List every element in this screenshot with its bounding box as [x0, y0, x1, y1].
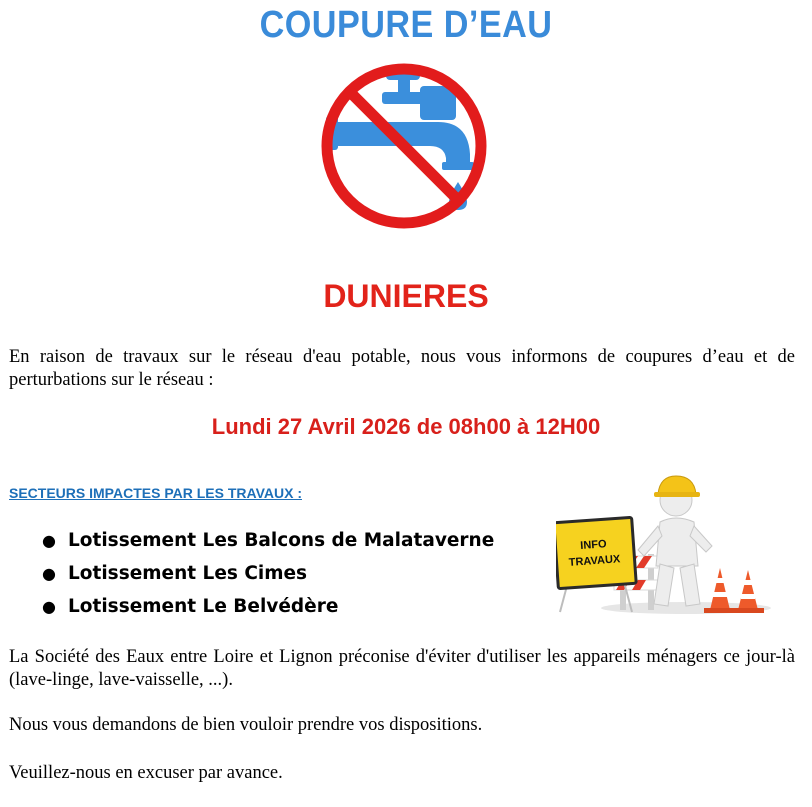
bullet-icon: ● [42, 531, 56, 550]
list-item [42, 590, 494, 623]
advice-paragraph: La Société des Eaux entre Loire et Lignon préconise d'éviter d'utiliser les appareils ménagers ce jour-là (lave-linge, lave-vaisselle, ...). [9, 647, 795, 690]
outage-date: Lundi 27 Avril 2026 de 08h00 à 12H00 [211, 414, 601, 439]
intro-paragraph: En raison de travaux sur le réseau d'eau potable, nous vous informons de coupures d’eau et de perturbations sur le réseau : [9, 347, 795, 390]
town-name: DUNIERES [323, 278, 489, 314]
sign-line-2: TRAVAUX [568, 553, 621, 569]
bullet-icon: ● [42, 597, 56, 616]
list-item [42, 524, 494, 557]
sectors-heading: SECTEURS IMPACTES PAR LES TRAVAUX : [9, 485, 302, 501]
excuse-paragraph: Veuillez-nous en excuser par avance. [9, 763, 283, 783]
sign-line-1: INFO [579, 538, 607, 552]
page-title: COUPURE D’EAU [259, 4, 553, 46]
list-item [42, 557, 494, 590]
no-water-faucet-icon [318, 58, 494, 234]
bullet-icon: ● [42, 564, 56, 583]
sectors-list [42, 524, 494, 623]
list-item-label: Lotissement Les Balcons de Malataverne [68, 530, 495, 551]
dispositions-paragraph: Nous vous demandons de bien vouloir prendre vos dispositions. [9, 715, 483, 735]
list-item-label: Lotissement Le Belvédère [68, 596, 339, 617]
list-item-label: Lotissement Les Cimes [68, 563, 308, 584]
info-travaux-worker-illustration [556, 470, 774, 615]
hard-hat-icon [654, 476, 700, 497]
